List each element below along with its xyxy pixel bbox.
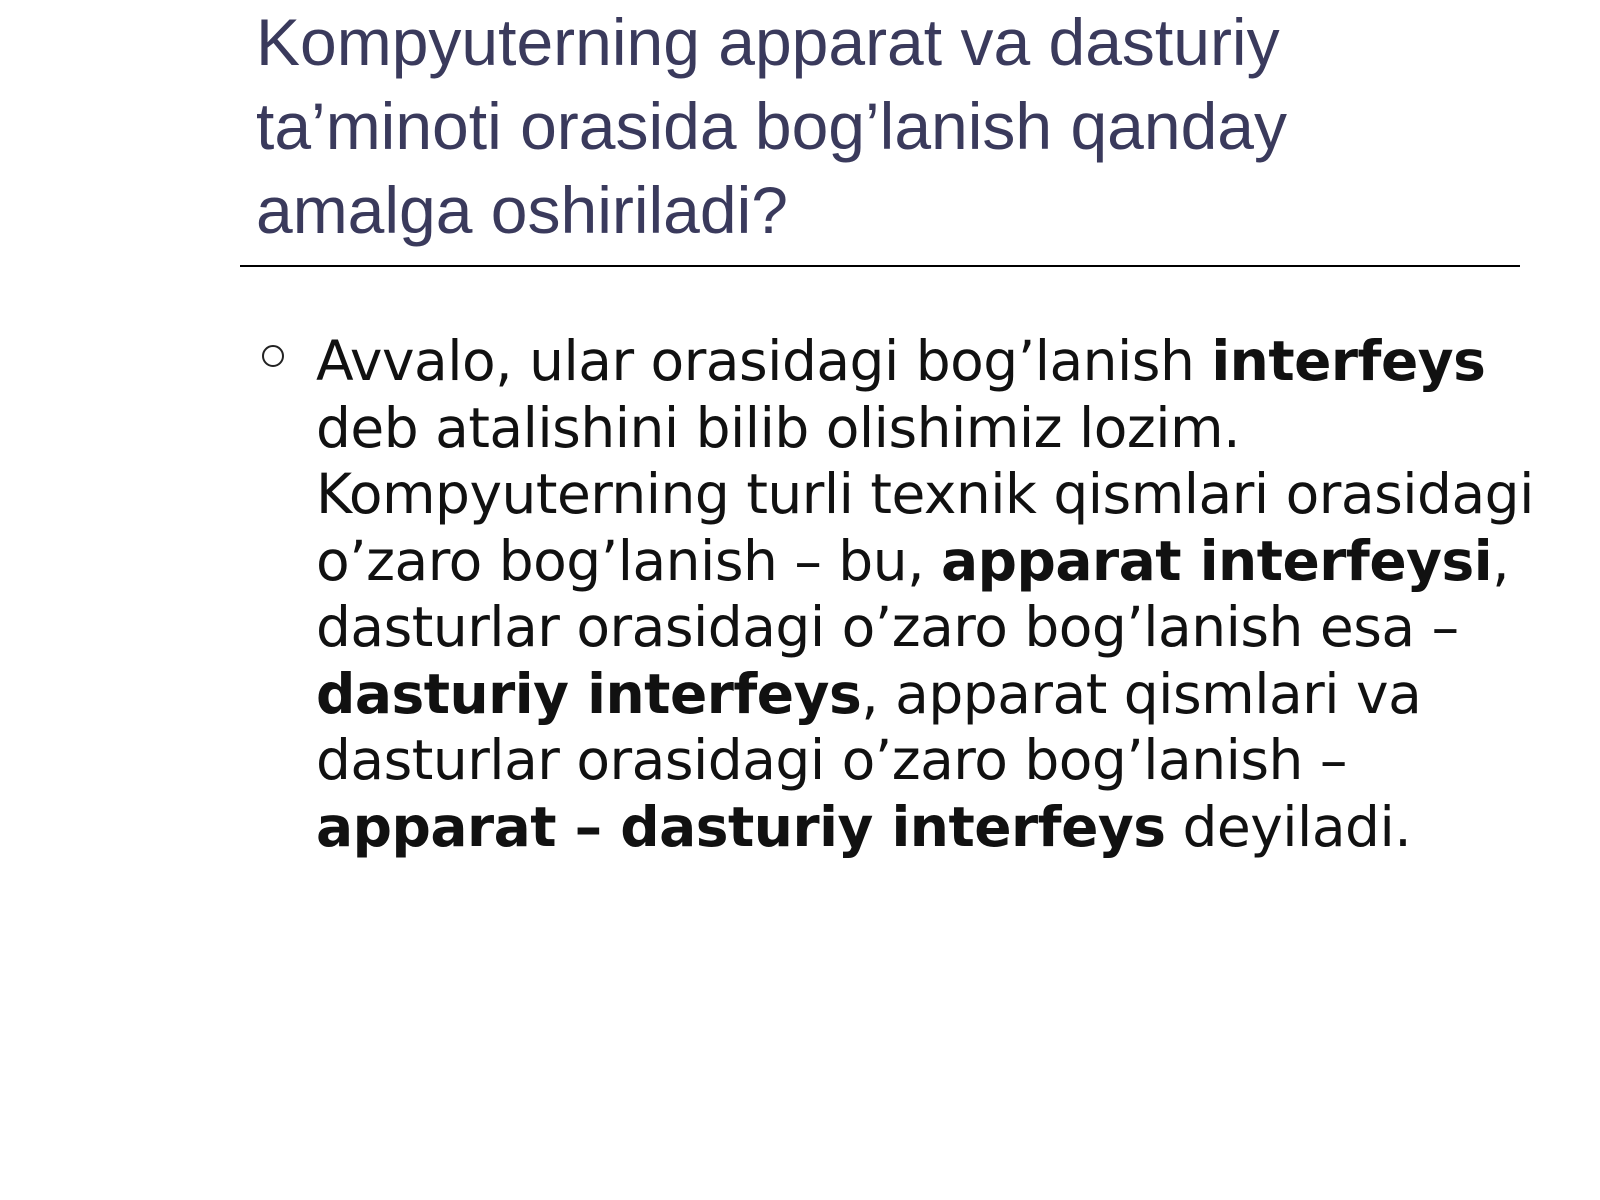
- bold-term: apparat interfeysi: [941, 528, 1493, 593]
- title-line: ta’minoti orasida bog’lanish qanday: [256, 89, 1287, 163]
- paragraph-line: Kompyuterning turli texnik qismlari orasidagi: [316, 462, 1534, 526]
- text-run: o’zaro bog’lanish – bu,: [316, 528, 942, 593]
- title-divider: [240, 265, 1520, 267]
- paragraph-line: [316, 328, 1566, 395]
- paragraph-line: dasturlar orasidagi o’zaro bog’lanish esa –: [316, 595, 1459, 659]
- title-line: amalga oshiriladi?: [256, 173, 788, 247]
- paragraph-line: [316, 794, 1566, 861]
- paragraph-line: deb atalishini bilib olishimiz lozim.: [316, 395, 1241, 460]
- bold-term: interfeys: [1211, 329, 1486, 393]
- paragraph-line: dasturlar orasidagi o’zaro bog’lanish –: [316, 728, 1347, 792]
- text-run: ,: [1492, 528, 1510, 593]
- bold-term: dasturiy interfeys: [316, 661, 862, 726]
- text-run: deyiladi.: [1165, 794, 1412, 859]
- paragraph-line: [316, 661, 1566, 728]
- text-run: Avvalo, ular orasidagi bog’lanish: [316, 329, 1212, 393]
- paragraph-line: [316, 528, 1566, 595]
- hollow-circle-bullet-icon: [262, 345, 284, 367]
- slide-title: [256, 0, 1516, 252]
- title-line: Kompyuterning apparat va dasturiy: [256, 5, 1280, 79]
- bullet-paragraph: [316, 328, 1566, 860]
- text-run: , apparat qismlari va: [861, 661, 1422, 726]
- bold-term: apparat – dasturiy interfeys: [316, 794, 1166, 859]
